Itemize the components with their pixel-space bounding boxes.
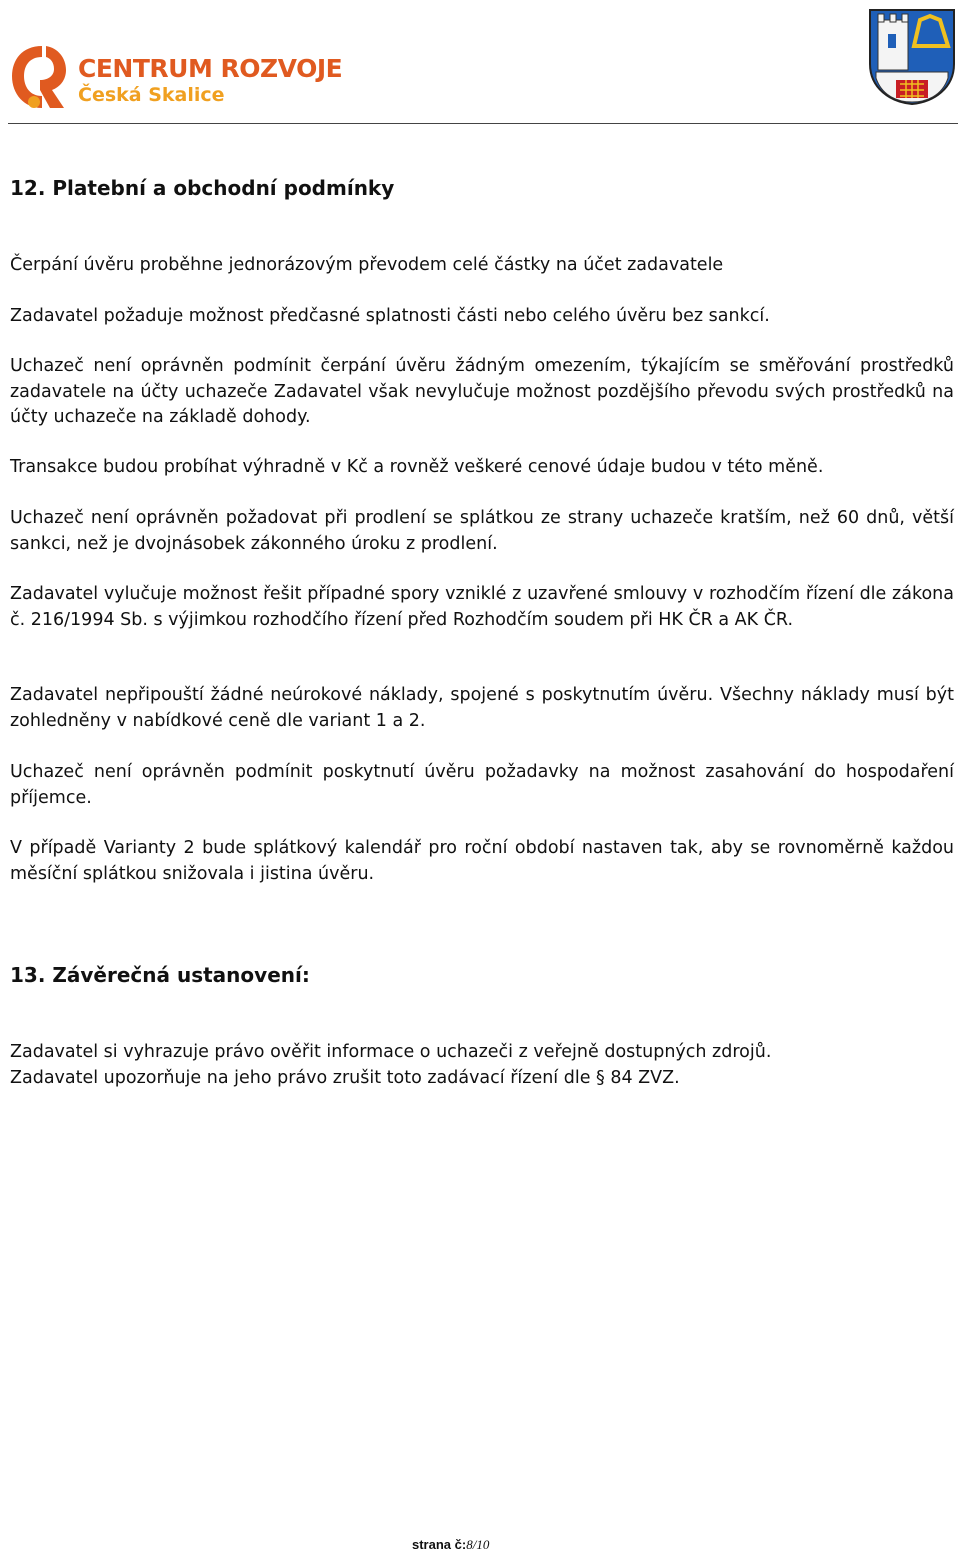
ceska-skalice-coat-of-arms-icon	[866, 6, 958, 106]
section-12-paragraph-7: Zadavatel nepřipouští žádné neúrokové náklady, spojené s poskytnutím úvěru. Všechny náklady musí být zohledněny v nabídkové ceně dle variant 1 a 2.	[10, 685, 954, 731]
section-12-paragraph-6: Zadavatel vylučuje možnost řešit případné spory vzniklé z uzavřené smlouvy v rozhodčím řízení dle zákona č. 216/1994 Sb. s výjimkou rozhodčího řízení před Rozhodčím soudem při HK ČR a AK ČR.	[10, 584, 954, 630]
centrum-rozvoje-logo-icon	[8, 40, 70, 114]
header-divider	[8, 123, 958, 124]
section-12-paragraph-2: Zadavatel požaduje možnost předčasné splatnosti části nebo celého úvěru bez sankcí.	[10, 306, 770, 326]
section-13-heading: 13. Závěrečná ustanovení:	[10, 963, 310, 987]
section-12-paragraph-9: V případě Varianty 2 bude splátkový kalendář pro roční období nastaven tak, aby se rovnoměrně každou měsíční splátkou snižovala i jistina úvěru.	[10, 838, 954, 884]
page-header	[0, 0, 960, 124]
page-footer	[412, 1537, 489, 1553]
section-13-paragraph-line-2: Zadavatel upozorňuje na jeho právo zrušit toto zadávací řízení dle § 84 ZVZ.	[10, 1068, 680, 1088]
logo-title: CENTRUM ROZVOJE	[78, 54, 343, 83]
logo-subtitle: Česká Skalice	[78, 84, 225, 106]
section-13-paragraph-line-1: Zadavatel si vyhrazuje právo ověřit informace o uchazeči z veřejně dostupných zdrojů.	[10, 1042, 772, 1062]
section-12-heading: 12. Platební a obchodní podmínky	[10, 176, 395, 200]
page-number-label: strana č:	[412, 1537, 467, 1552]
section-12-paragraph-3: Uchazeč není oprávněn podmínit čerpání úvěru žádným omezením, týkajícím se směřování prostředků zadavatele na účty uchazeče Zadavatel však nevylučuje možnost pozdějšího převodu svých prostředků na účty uchazeče na základě dohody.	[10, 356, 954, 427]
section-12-paragraph-5: Uchazeč není oprávněn požadovat při prodlení se splátkou ze strany uchazeče kratším, než 60 dnů, větší sankci, než je dvojnásobek zákonného úroku z prodlení.	[10, 508, 954, 554]
section-12-paragraph-8: Uchazeč není oprávněn podmínit poskytnutí úvěru požadavky na možnost zasahování do hospodaření příjemce.	[10, 762, 954, 808]
section-12-paragraph-4: Transakce budou probíhat výhradně v Kč a rovněž veškeré cenové údaje budou v této měně.	[10, 457, 824, 477]
centrum-rozvoje-logo	[8, 40, 368, 120]
page-number: 8/10	[466, 1537, 490, 1552]
section-12-paragraph-1: Čerpání úvěru proběhne jednorázovým převodem celé částky na účet zadavatele	[10, 255, 724, 275]
